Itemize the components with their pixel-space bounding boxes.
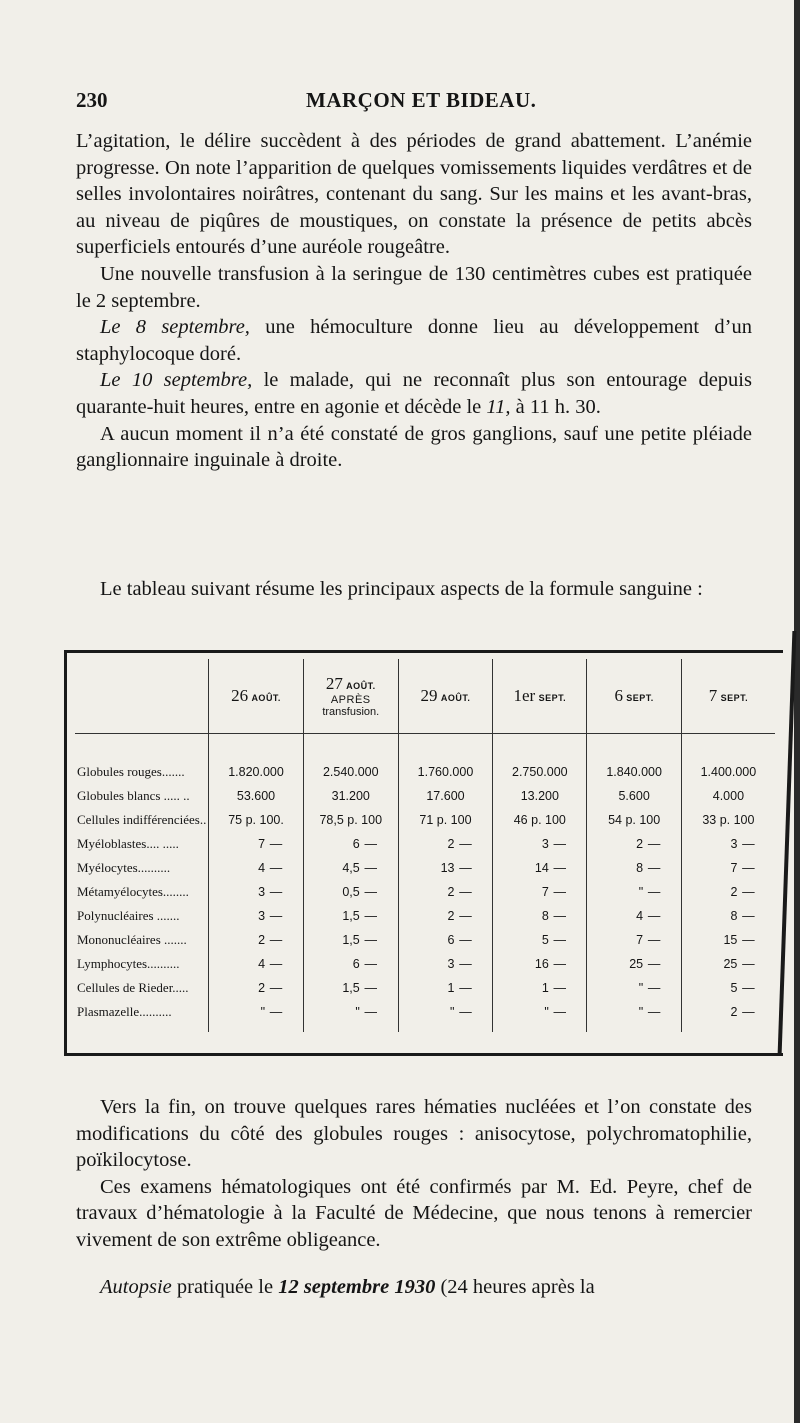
ditto-dash: — <box>459 933 472 947</box>
ditto-dash: — <box>647 1005 661 1019</box>
ditto-dash: — <box>553 933 567 947</box>
cell-value: 7 <box>541 885 549 899</box>
table-cell <box>303 928 398 952</box>
cell-value: 6 <box>352 957 360 971</box>
paragraph-autopsie <box>76 1274 752 1301</box>
cell-value: 1.820.000 <box>228 765 284 779</box>
table-cell <box>398 808 492 832</box>
table-cell <box>303 976 398 1000</box>
table-cell <box>587 784 681 808</box>
header-26-aout: 26 AOÛT. <box>209 659 303 734</box>
ditto-dash: — <box>553 1005 567 1019</box>
cell-value: 53.600 <box>236 789 276 803</box>
ditto-dash: — <box>647 837 661 851</box>
cell-value: 54 p. 100 <box>608 813 661 827</box>
header-29-aout: 29 AOÛT. <box>398 659 492 734</box>
table-cell <box>303 808 398 832</box>
cell-value: 7 <box>730 861 738 875</box>
sept10-text-2: à 11 h. 30. <box>510 395 601 418</box>
cell-value: 2 <box>258 933 266 947</box>
cell-value: 1.400.000 <box>700 765 757 779</box>
table-spacer-row <box>75 734 775 761</box>
cell-value: 1.840.000 <box>606 765 662 779</box>
table-cell <box>209 808 303 832</box>
table-cell <box>587 952 681 976</box>
cell-value: 6 <box>447 933 455 947</box>
ditto-dash: — <box>459 981 472 995</box>
table-cell <box>398 928 492 952</box>
cell-value: 4,5 <box>342 861 360 875</box>
header-1-sept: 1er SEPT. <box>493 659 587 734</box>
ditto-dash: — <box>269 933 283 947</box>
ditto-dash: — <box>364 885 377 899</box>
table-cell <box>209 928 303 952</box>
ditto-dash: — <box>269 837 283 851</box>
table-cell <box>493 808 587 832</box>
cell-value: 13 <box>440 861 455 875</box>
table-cell <box>587 976 681 1000</box>
cell-value: 5.600 <box>618 789 650 803</box>
ditto-dash: — <box>742 957 755 971</box>
ditto-dash: — <box>364 981 377 995</box>
cell-value: 2 <box>730 1005 738 1019</box>
cell-value: 4 <box>258 861 266 875</box>
cell-value: 1,5 <box>342 933 360 947</box>
ditto-dash: — <box>647 885 661 899</box>
table-cell <box>493 784 587 808</box>
cell-value: 2 <box>636 837 644 851</box>
table-cell <box>398 976 492 1000</box>
cell-value: 8 <box>541 909 549 923</box>
row-label: Métamyélocytes........ <box>77 884 189 899</box>
table-cell <box>493 832 587 856</box>
table-cell <box>681 904 775 928</box>
ditto-dash: — <box>459 885 472 899</box>
page-number: 230 <box>76 88 108 112</box>
ditto-dash: — <box>364 909 377 923</box>
table-row <box>75 856 775 880</box>
ditto-dash: — <box>647 957 661 971</box>
ditto-dash: — <box>742 1005 755 1019</box>
cell-value: 4.000 <box>712 789 745 803</box>
table-cell <box>303 1000 398 1032</box>
ditto-dash: — <box>553 885 567 899</box>
cell-value: 46 p. 100 <box>513 813 566 827</box>
table-cell <box>587 928 681 952</box>
ditto-dash: — <box>647 861 661 875</box>
table-cell <box>681 856 775 880</box>
cell-value: 2 <box>447 909 455 923</box>
cell-value: " <box>638 1005 644 1019</box>
ditto-dash: — <box>269 981 283 995</box>
ditto-dash: — <box>269 1005 283 1019</box>
paragraph-transfusion: Une nouvelle transfusion à la seringue de 130 centimètres cubes est pratiquée le 2 septembre. <box>76 262 752 312</box>
cell-value: 3 <box>258 885 266 899</box>
table-cell <box>303 760 398 784</box>
table-cell <box>681 760 775 784</box>
ditto-dash: — <box>647 909 661 923</box>
row-label: Myéloblastes.... ..... <box>77 836 179 851</box>
table-cell <box>209 784 303 808</box>
table-cell <box>398 880 492 904</box>
header-blank <box>75 659 209 734</box>
cell-value: 4 <box>258 957 266 971</box>
header-6-sept: 6 SEPT. <box>587 659 681 734</box>
ditto-dash: — <box>647 981 661 995</box>
table-cell <box>303 832 398 856</box>
table-cell <box>398 784 492 808</box>
cell-value: 75 p. 100. <box>228 813 284 827</box>
table-cell <box>493 904 587 928</box>
table-row <box>75 784 775 808</box>
paragraph-vers-la-fin: Vers la fin, on trouve quelques rares hématies nucléées et l’on constate des modifications du côté des globules rouges : anisocytose, polychromatophilie, poïkilocytose. <box>76 1096 752 1172</box>
cell-value: 7 <box>258 837 266 851</box>
cell-value: 1 <box>541 981 549 995</box>
table-cell <box>493 760 587 784</box>
cell-value: 15 <box>723 933 738 947</box>
table-cell <box>681 880 775 904</box>
cell-value: 78,5 p. 100 <box>319 813 383 827</box>
blood-formula-table <box>75 659 775 1032</box>
ditto-dash: — <box>742 861 755 875</box>
cell-value: 2.540.000 <box>322 765 379 779</box>
ditto-dash: — <box>553 957 567 971</box>
row-label: Myélocytes.......... <box>77 860 171 875</box>
autopsie-lead: Autopsie <box>100 1276 172 1298</box>
sept8-text: une hémoculture donne lieu au développement d’un staphylocoque doré. <box>76 316 752 365</box>
row-label: Lymphocytes.......... <box>77 956 180 971</box>
text-block-bottom <box>76 1094 752 1254</box>
date-sept8: Le 8 septembre, <box>100 316 250 339</box>
cell-value: 25 <box>723 957 738 971</box>
cell-value: " <box>544 1005 549 1019</box>
table-row <box>75 1000 775 1032</box>
paragraph-agitation: L’agitation, le délire succèdent à des périodes de grand abattement. L’anémie progresse. On note l’apparition de quelques vomissements liquides verdâtres et de selles involontaires noirâtres, contenant du sang. Sur les mains et les avant-bras, au niveau de piqûres de moustiques, on constate la présence de petits abcès superficiels entourés d’une auréole rougeâtre. <box>76 130 752 259</box>
table-row <box>75 832 775 856</box>
table-cell <box>209 832 303 856</box>
table-cell <box>681 1000 775 1032</box>
ditto-dash: — <box>647 933 661 947</box>
table-cell <box>587 904 681 928</box>
table-cell <box>303 784 398 808</box>
ditto-dash: — <box>269 957 283 971</box>
cell-value: 71 p. 100 <box>419 813 472 827</box>
table-row <box>75 808 775 832</box>
table-cell <box>398 1000 492 1032</box>
table-cell <box>209 904 303 928</box>
table-cell <box>493 928 587 952</box>
cell-value: 6 <box>352 837 360 851</box>
paragraph-examens: Ces examens hématologiques ont été confirmés par M. Ed. Peyre, chef de travaux d’hématologie à la Faculté de Médecine, que nous tenons à remercier vivement de son extrême obligeance. <box>76 1175 752 1251</box>
cell-value: " <box>260 1005 266 1019</box>
text-block-top <box>76 128 752 474</box>
ditto-dash: — <box>459 1005 472 1019</box>
cell-value: 2 <box>730 885 738 899</box>
ditto-dash: — <box>553 909 567 923</box>
table-cell <box>209 1000 303 1032</box>
table-cell <box>493 952 587 976</box>
table-cell <box>398 856 492 880</box>
ditto-dash: — <box>364 861 377 875</box>
row-label: Globules rouges....... <box>77 764 185 779</box>
cell-value: 2 <box>447 885 455 899</box>
ditto-dash: — <box>459 909 472 923</box>
table-cell <box>303 856 398 880</box>
cell-value: 0,5 <box>342 885 360 899</box>
cell-value: " <box>355 1005 360 1019</box>
table-cell <box>681 976 775 1000</box>
cell-value: 3 <box>730 837 738 851</box>
row-label: Cellules de Rieder..... <box>77 980 189 995</box>
ditto-dash: — <box>459 861 472 875</box>
cell-value: 4 <box>636 909 644 923</box>
cell-value: " <box>638 885 644 899</box>
cell-value: 1 <box>447 981 455 995</box>
blood-formula-table-frame <box>64 650 783 1056</box>
table-cell <box>303 952 398 976</box>
table-cell <box>681 808 775 832</box>
ditto-dash: — <box>269 885 283 899</box>
table-cell <box>209 952 303 976</box>
cell-value: 1.760.000 <box>417 765 474 779</box>
text-block-autopsie <box>76 1274 752 1301</box>
paragraph-sept8 <box>76 314 752 367</box>
paragraph-sept10 <box>76 367 752 420</box>
table-cell <box>681 952 775 976</box>
ditto-dash: — <box>269 909 283 923</box>
row-label: Cellules indifférenciées.. <box>77 812 207 827</box>
table-cell <box>587 856 681 880</box>
table-cell <box>493 880 587 904</box>
cell-value: 14 <box>534 861 549 875</box>
cell-value: 16 <box>534 957 549 971</box>
header-27-aout: 27 AOÛT. APRÈS transfusion. <box>303 659 398 734</box>
cell-value: 2 <box>447 837 455 851</box>
page-header <box>76 88 752 118</box>
ditto-dash: — <box>459 837 472 851</box>
cell-value: 5 <box>541 933 549 947</box>
autopsie-rest: (24 heures après la <box>435 1276 595 1298</box>
row-label: Mononucléaires ....... <box>77 932 187 947</box>
table-cell <box>587 808 681 832</box>
paragraph-table-intro: Le tableau suivant résume les principaux aspects de la formule sanguine : <box>100 578 703 600</box>
cell-value: 33 p. 100 <box>702 813 755 827</box>
table-cell <box>681 784 775 808</box>
ditto-dash: — <box>742 837 755 851</box>
cell-value: 7 <box>636 933 644 947</box>
cell-value: 2 <box>258 981 266 995</box>
table-cell <box>681 928 775 952</box>
date-sept10: Le 10 septembre, <box>100 369 253 392</box>
table-cell <box>587 880 681 904</box>
table-row <box>75 928 775 952</box>
cell-value: 17.600 <box>426 789 465 803</box>
table-row <box>75 952 775 976</box>
running-title: MARÇON ET BIDEAU. <box>306 88 537 112</box>
cell-value: 13.200 <box>520 789 559 803</box>
table-cell <box>587 1000 681 1032</box>
cell-value: 3 <box>447 957 455 971</box>
table-cell <box>209 976 303 1000</box>
cell-value: 31.200 <box>331 789 370 803</box>
table-header-row <box>75 659 775 734</box>
paragraph-ganglions: A aucun moment il n’a été constaté de gros ganglions, sauf une petite pléiade ganglionnaire inguinale à droite. <box>76 422 752 472</box>
cell-value: 25 <box>629 957 644 971</box>
table-cell <box>209 880 303 904</box>
cell-value: " <box>638 981 644 995</box>
table-intro <box>76 576 752 603</box>
table-row <box>75 880 775 904</box>
table-cell <box>493 976 587 1000</box>
table-cell <box>303 880 398 904</box>
table-cell <box>209 856 303 880</box>
death-day: 11, <box>486 395 511 418</box>
ditto-dash: — <box>553 837 567 851</box>
table-cell <box>303 904 398 928</box>
ditto-dash: — <box>364 933 377 947</box>
cell-value: 1,5 <box>342 981 360 995</box>
ditto-dash: — <box>553 861 567 875</box>
autopsie-mid: pratiquée le <box>171 1276 279 1298</box>
cell-value: 2.750.000 <box>512 765 568 779</box>
ditto-dash: — <box>364 957 377 971</box>
ditto-dash: — <box>742 933 755 947</box>
row-label: Globules blancs ..... .. <box>77 788 190 803</box>
table-cell <box>587 832 681 856</box>
table-cell <box>398 832 492 856</box>
cell-value: 5 <box>730 981 738 995</box>
table-cell <box>493 1000 587 1032</box>
page-edge-shadow <box>794 0 800 1423</box>
autopsie-date: 12 septembre 1930 <box>278 1276 436 1298</box>
table-cell <box>493 856 587 880</box>
ditto-dash: — <box>742 981 755 995</box>
table-cell <box>209 760 303 784</box>
ditto-dash: — <box>459 957 472 971</box>
cell-value: 3 <box>258 909 266 923</box>
ditto-dash: — <box>269 861 283 875</box>
cell-value: " <box>450 1005 455 1019</box>
table-cell <box>398 760 492 784</box>
ditto-dash: — <box>364 1005 377 1019</box>
header-7-sept: 7 SEPT. <box>681 659 775 734</box>
table-row <box>75 976 775 1000</box>
cell-value: 8 <box>730 909 738 923</box>
cell-value: 3 <box>541 837 549 851</box>
row-label: Plasmazelle.......... <box>77 1004 172 1019</box>
row-label: Polynucléaires ....... <box>77 908 180 923</box>
table-cell <box>398 952 492 976</box>
table-row <box>75 904 775 928</box>
ditto-dash: — <box>364 837 377 851</box>
table-cell <box>398 904 492 928</box>
cell-value: 1,5 <box>342 909 360 923</box>
table-cell <box>587 760 681 784</box>
cell-value: 8 <box>636 861 644 875</box>
table-cell <box>681 832 775 856</box>
table-row <box>75 760 775 784</box>
sept10-text-1: le malade, qui ne reconnaît plus son entourage depuis quarante-huit heures, entre en agonie et décède le <box>76 369 752 418</box>
ditto-dash: — <box>742 909 755 923</box>
ditto-dash: — <box>742 885 755 899</box>
ditto-dash: — <box>553 981 567 995</box>
